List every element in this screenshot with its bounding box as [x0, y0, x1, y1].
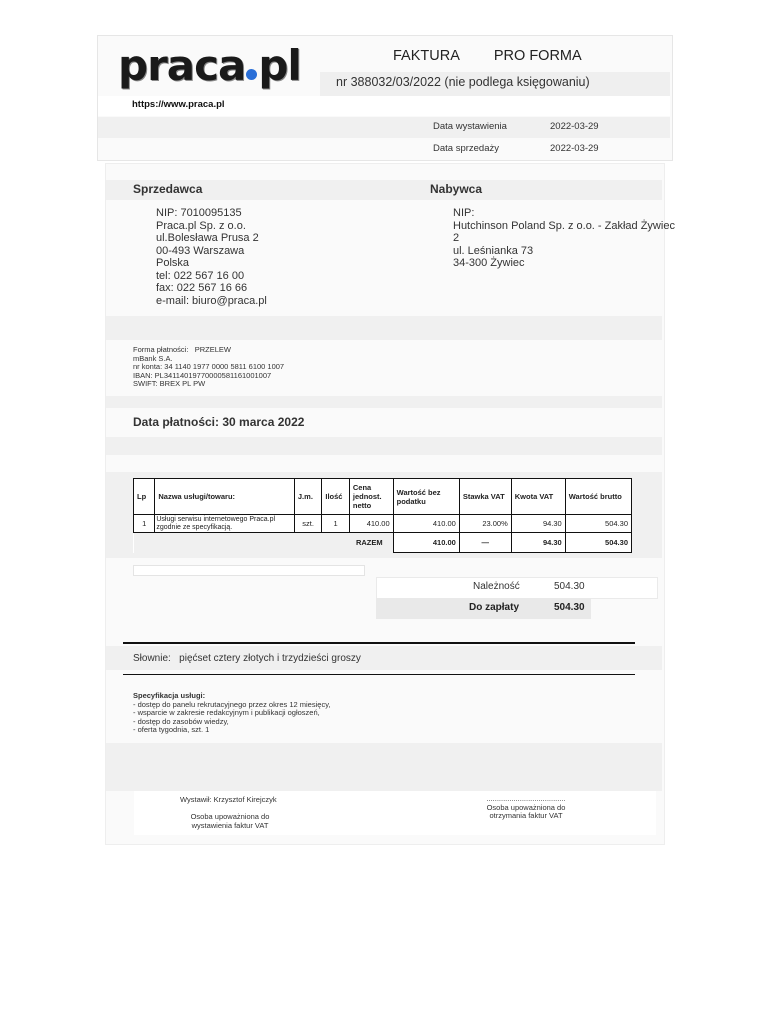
seller-heading: Sprzedawca	[133, 182, 203, 196]
col-net: Wartość bez podatku	[393, 479, 459, 515]
cell-qty: 1	[322, 515, 349, 533]
issue-date-value: 2022-03-29	[550, 121, 599, 132]
cell-price: 410.00	[349, 515, 393, 533]
issue-date-label: Data wystawienia	[433, 121, 507, 132]
seller-details: NIP: 7010095135 Praca.pl Sp. z o.o. ul.Bolesława Prusa 2 00-493 Warszawa Polska tel: 022 567 16 00 fax: 022 567 16 66 e-mail: biuro@praca.pl	[156, 207, 267, 307]
blank-field	[133, 565, 365, 576]
total-net: 410.00	[393, 533, 459, 553]
col-vat-rate: Stawka VAT	[459, 479, 511, 515]
to-pay-value: 504.30	[554, 602, 585, 613]
cell-unit: szt.	[294, 515, 321, 533]
service-specification: Specyfikacja usługi: - dostęp do panelu rekrutacyjnego przez okres 12 miesięcy, - wsparcie w zakresie redakcyjnym i publikacji ogłoszeń, - dostęp do zasobów wiedzy, - oferta tygodnia, szt. 1	[133, 691, 331, 734]
band-d	[106, 743, 662, 791]
total-label: RAZEM	[134, 533, 394, 553]
cell-vat-rate: 23.00%	[459, 515, 511, 533]
col-lp: Lp	[134, 479, 155, 515]
band-a	[106, 396, 662, 408]
buyer-details: NIP: Hutchinson Poland Sp. z o.o. - Zakład Żywiec 2 ul. Leśnianka 73 34-300 Żywiec	[453, 207, 675, 269]
total-vat-amount: 94.30	[511, 533, 565, 553]
document-title: FAKTURA PRO FORMA	[393, 48, 582, 64]
website-url[interactable]: https://www.praca.pl	[132, 99, 225, 110]
col-gross: Wartość brutto	[565, 479, 631, 515]
col-name: Nazwa usługi/towaru:	[155, 479, 295, 515]
table-row	[134, 515, 632, 533]
sale-date-label: Data sprzedaży	[433, 143, 500, 154]
payment-details: Forma płatności: PRZELEW mBank S.A. nr konta: 34 1140 1977 0000 5811 6100 1007 IBAN: PL34114019770000581161001007 SWIFT: BREX PL PW	[133, 345, 285, 388]
cell-lp: 1	[134, 515, 155, 533]
cell-gross: 504.30	[565, 515, 631, 533]
cell-net: 410.00	[393, 515, 459, 533]
total-gross: 504.30	[565, 533, 631, 553]
invoice-number: nr 388032/03/2022 (nie podlega księgowaniu)	[336, 75, 590, 89]
col-qty: Ilość	[322, 479, 349, 515]
logo-dot-icon	[246, 69, 257, 80]
payment-due-date: Data płatności: 30 marca 2022	[133, 415, 305, 429]
col-unit: J.m.	[294, 479, 321, 515]
company-logo: praca pl	[118, 41, 301, 90]
issuer-caption: Osoba upoważniona do wystawienia faktur VAT	[190, 812, 270, 830]
divider-2	[123, 674, 635, 675]
items-table	[133, 478, 632, 553]
to-pay-label: Do zapłaty	[469, 602, 520, 613]
due-label: Należność	[473, 581, 520, 592]
col-price: Cena jednost. netto	[349, 479, 393, 515]
cell-name: Usługi serwisu internetowego Praca.pl zgodnie ze specyfikacją.	[155, 515, 295, 533]
buyer-heading: Nabywca	[430, 182, 483, 196]
divider	[123, 642, 635, 644]
due-value: 504.30	[554, 581, 585, 592]
amount-in-words: Słownie: pięćset cztery złotych i trzydzieści groszy	[133, 653, 361, 664]
total-vat-rate: —	[459, 533, 511, 553]
receiver-signature: ...................................... Osoba upoważniona do otrzymania faktur VAT	[486, 794, 566, 820]
sale-date-value: 2022-03-29	[550, 143, 599, 154]
cell-vat-amount: 94.30	[511, 515, 565, 533]
total-row	[134, 533, 632, 553]
band-b	[106, 437, 662, 455]
issuer-name: Wystawił: Krzysztof Kirejczyk	[180, 795, 277, 804]
col-vat-amount: Kwota VAT	[511, 479, 565, 515]
separator-band	[106, 316, 662, 340]
